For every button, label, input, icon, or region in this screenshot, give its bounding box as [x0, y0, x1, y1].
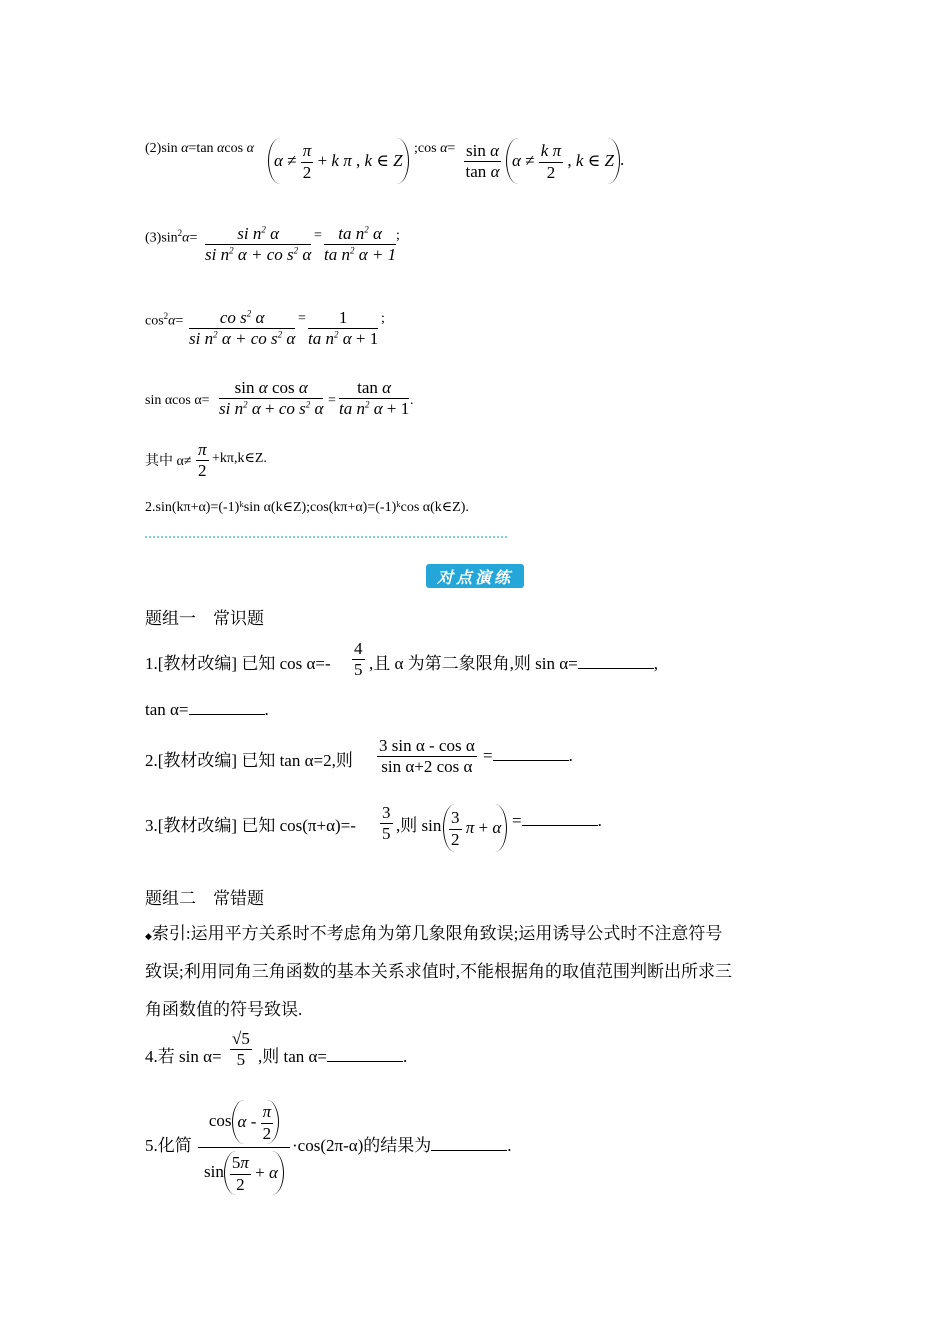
- group1-title: 题组一 常识题: [145, 609, 264, 628]
- answer-blank[interactable]: [493, 759, 569, 761]
- fraction-q2: $\frac{\text{3 sin α - cos α}}{\text{sin α+2 cos α}}$: [379, 736, 475, 777]
- formula-sincos-label: sin αcos α=: [145, 393, 210, 408]
- equals-sign: =: [328, 393, 336, 408]
- formula-2-cos: ;cos α=: [414, 141, 456, 156]
- period: .: [410, 393, 414, 408]
- answer-blank[interactable]: [189, 713, 265, 715]
- formula-3-label: $(3)\sin^2\alpha=$: [145, 228, 198, 246]
- diamond-icon: ◆: [145, 931, 152, 941]
- question-3-cont: ,则 sin: [396, 816, 442, 835]
- fraction-3-5: $\frac{3}{5}$: [382, 803, 391, 844]
- equals-sign: =: [298, 311, 306, 326]
- question-3: 3.[教材改编] 已知 cos(π+α)=-: [145, 816, 356, 835]
- index-line-3: 角函数值的符号致误.: [145, 1000, 303, 1019]
- question-5: 5.化简: [145, 1136, 192, 1155]
- fraction-pi-2: $\frac{\pi}{2}$: [198, 440, 207, 481]
- fraction-sincos: $\frac{\text{sin α cos α}}{si n^2 \alpha + co s^2 \alpha}$: [219, 378, 324, 419]
- index-line-1: ◆索引:运用平方关系时不考虑角为第几象限角致误;运用诱导公式时不注意符号: [145, 924, 723, 943]
- answer-blank[interactable]: [431, 1149, 507, 1151]
- semicolon: ;: [396, 228, 400, 243]
- question-2: 2.[教材改编] 已知 tan α=2,则: [145, 751, 353, 770]
- question-2-cont: = .: [483, 746, 573, 765]
- question-5-cont: ·cos(2π-α)的结果为 .: [292, 1136, 512, 1155]
- condition-2: α ≠ $\frac{\text{k π}}{2}$ , k ∈ Z .: [506, 138, 624, 184]
- practice-banner: 对点演练: [426, 564, 524, 588]
- equals-sign: =: [314, 228, 322, 243]
- fraction-one-over: $\frac{1}{ta n^2 \alpha + 1}$: [308, 308, 379, 349]
- answer-blank[interactable]: [327, 1060, 403, 1062]
- dotted-divider: [145, 536, 507, 538]
- answer-blank[interactable]: [522, 824, 598, 826]
- fraction-sqrt5-5: $\frac{√5}{5}$: [232, 1029, 250, 1070]
- question-3-end: = .: [512, 811, 602, 830]
- answer-blank[interactable]: [578, 667, 654, 669]
- fraction-sin-tan: $\frac{\text{sin α}}{\text{tan α}}$: [465, 141, 500, 182]
- fraction-4-5: $\frac{4}{5}$: [354, 639, 363, 680]
- where-prefix: 其中 α≠: [145, 454, 192, 469]
- fraction-cos2: $\frac{co s^2 \alpha}{si n^2 \alpha + co s^2 \alpha}$: [189, 308, 296, 349]
- fraction-tan-over: $\frac{\text{tan α}}{ta n^2 \alpha + 1}$: [339, 378, 410, 419]
- paren-3pi2: $\frac{3}{2}$ π + α: [443, 804, 507, 852]
- where-suffix: +kπ,k∈Z.: [212, 451, 267, 466]
- formula-2: (2)sin α=tan αcos α: [145, 141, 254, 156]
- fraction-sin2: $\frac{si n^2 \alpha}{si n^2 \alpha + co s^2 \alpha}$: [205, 224, 312, 265]
- condition-1: α ≠ $\frac{\pi}{2}$ + k π , k ∈ Z: [268, 138, 409, 184]
- question-4: 4.若 sin α=: [145, 1047, 222, 1066]
- index-line-2: 致误;利用同角三角函数的基本关系求值时,不能根据角的取值范围判断出所求三: [145, 962, 732, 981]
- question-1-cont: ,且 α 为第二象限角,则 sin α= ,: [369, 654, 658, 673]
- question-4-cont: ,则 tan α= .: [258, 1047, 408, 1066]
- question-1: 1.[教材改编] 已知 cos α=-: [145, 654, 331, 673]
- group2-title: 题组二 常错题: [145, 889, 264, 908]
- semicolon: ;: [381, 311, 385, 326]
- formula-cos2-label: $\cos^2\alpha=$: [145, 311, 184, 329]
- fraction-q5: cos α - $\frac{\pi}{2}$ sin $\frac{5\pi}{2}$ + α: [198, 1100, 290, 1195]
- question-1-tan: tan α= .: [145, 700, 269, 719]
- induction-formula: 2.sin(kπ+α)=(-1)ᵏsin α(k∈Z);cos(kπ+α)=(-1)ᵏcos α(k∈Z).: [145, 500, 469, 515]
- fraction-tan2: $\frac{ta n^2 \alpha}{ta n^2 \alpha + 1}$: [324, 224, 397, 265]
